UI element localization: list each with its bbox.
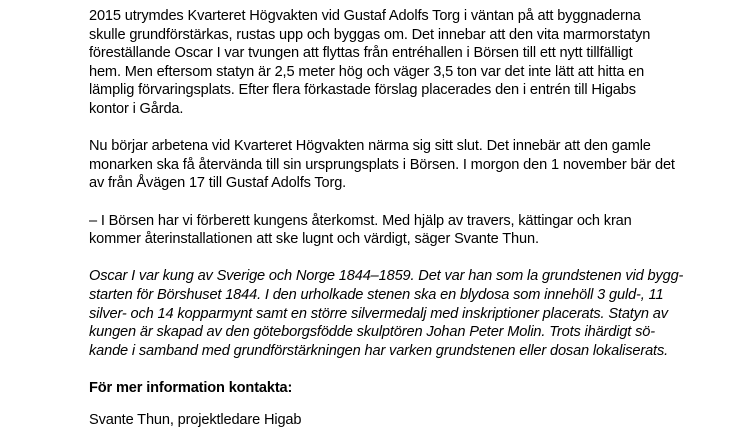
text-line: föreställande Oscar I var tvungen att flyttas från entréhallen i Börsen till ett nytt tillfälligt — [89, 45, 633, 62]
text-line: Nu börjar arbetena vid Kvarteret Högvakten närma sig sitt slut. Det innebär att den gamle — [89, 138, 651, 155]
text-line: monarken ska få återvända till sin ursprungsplats i Börsen. I morgon den 1 november bär det — [89, 156, 675, 173]
text-line: kommer återinstallationen att ske lugnt och värdigt, säger Svante Thun. — [89, 231, 539, 248]
text-line: starten för Börshuset 1844. I den urholkade stenen ska en blydosa som innehöll 3 guld-, 11 — [89, 286, 664, 303]
text-line: hem. Men eftersom statyn är 2,5 meter hög och väger 3,5 ton var det inte lätt att hitta en — [89, 63, 645, 80]
text-line: Oscar I var kung av Sverige och Norge 1844–1859. Det var han som la grundstenen vid bygg- — [89, 268, 684, 285]
text-line: kungen är skapad av den göteborgsfödde skulptören Johan Peter Molin. Trots ihärdigt sö- — [89, 324, 655, 341]
text-line: kande i samband med grundförstärkningen har varken grundstenen eller dosan lokaliserats. — [89, 342, 669, 359]
paragraph-return — [89, 137, 689, 193]
paragraph-history-note — [89, 267, 689, 360]
text-line: kontor i Gårda. — [89, 100, 184, 117]
text-line: av från Åvägen 17 till Gustaf Adolfs Torg. — [89, 175, 347, 192]
paragraph-relocation — [89, 7, 689, 119]
document-body — [89, 7, 689, 428]
contact-heading: För mer information kontakta: — [89, 379, 293, 396]
text-line: 2015 utrymdes Kvarteret Högvakten vid Gustaf Adolfs Torg i väntan på att byggnaderna — [89, 8, 641, 24]
text-line: lämplig förvaringsplats. Efter flera förkastade förslag placerades den i entrén till Higabs — [89, 82, 636, 99]
contact-person: Svante Thun, projektledare Higab — [89, 412, 302, 428]
paragraph-quote — [89, 212, 689, 249]
text-line: silver- och 14 kopparmynt samt en större silvermedalj med inskriptioner placerats. Statyn av — [89, 305, 668, 322]
text-line: skulle grundförstärkas, rustas upp och byggas om. Det innebar att den vita marmorstatyn — [89, 26, 651, 43]
text-line: – I Börsen har vi förberett kungens återkomst. Med hjälp av travers, kättingar och kran — [89, 212, 632, 229]
